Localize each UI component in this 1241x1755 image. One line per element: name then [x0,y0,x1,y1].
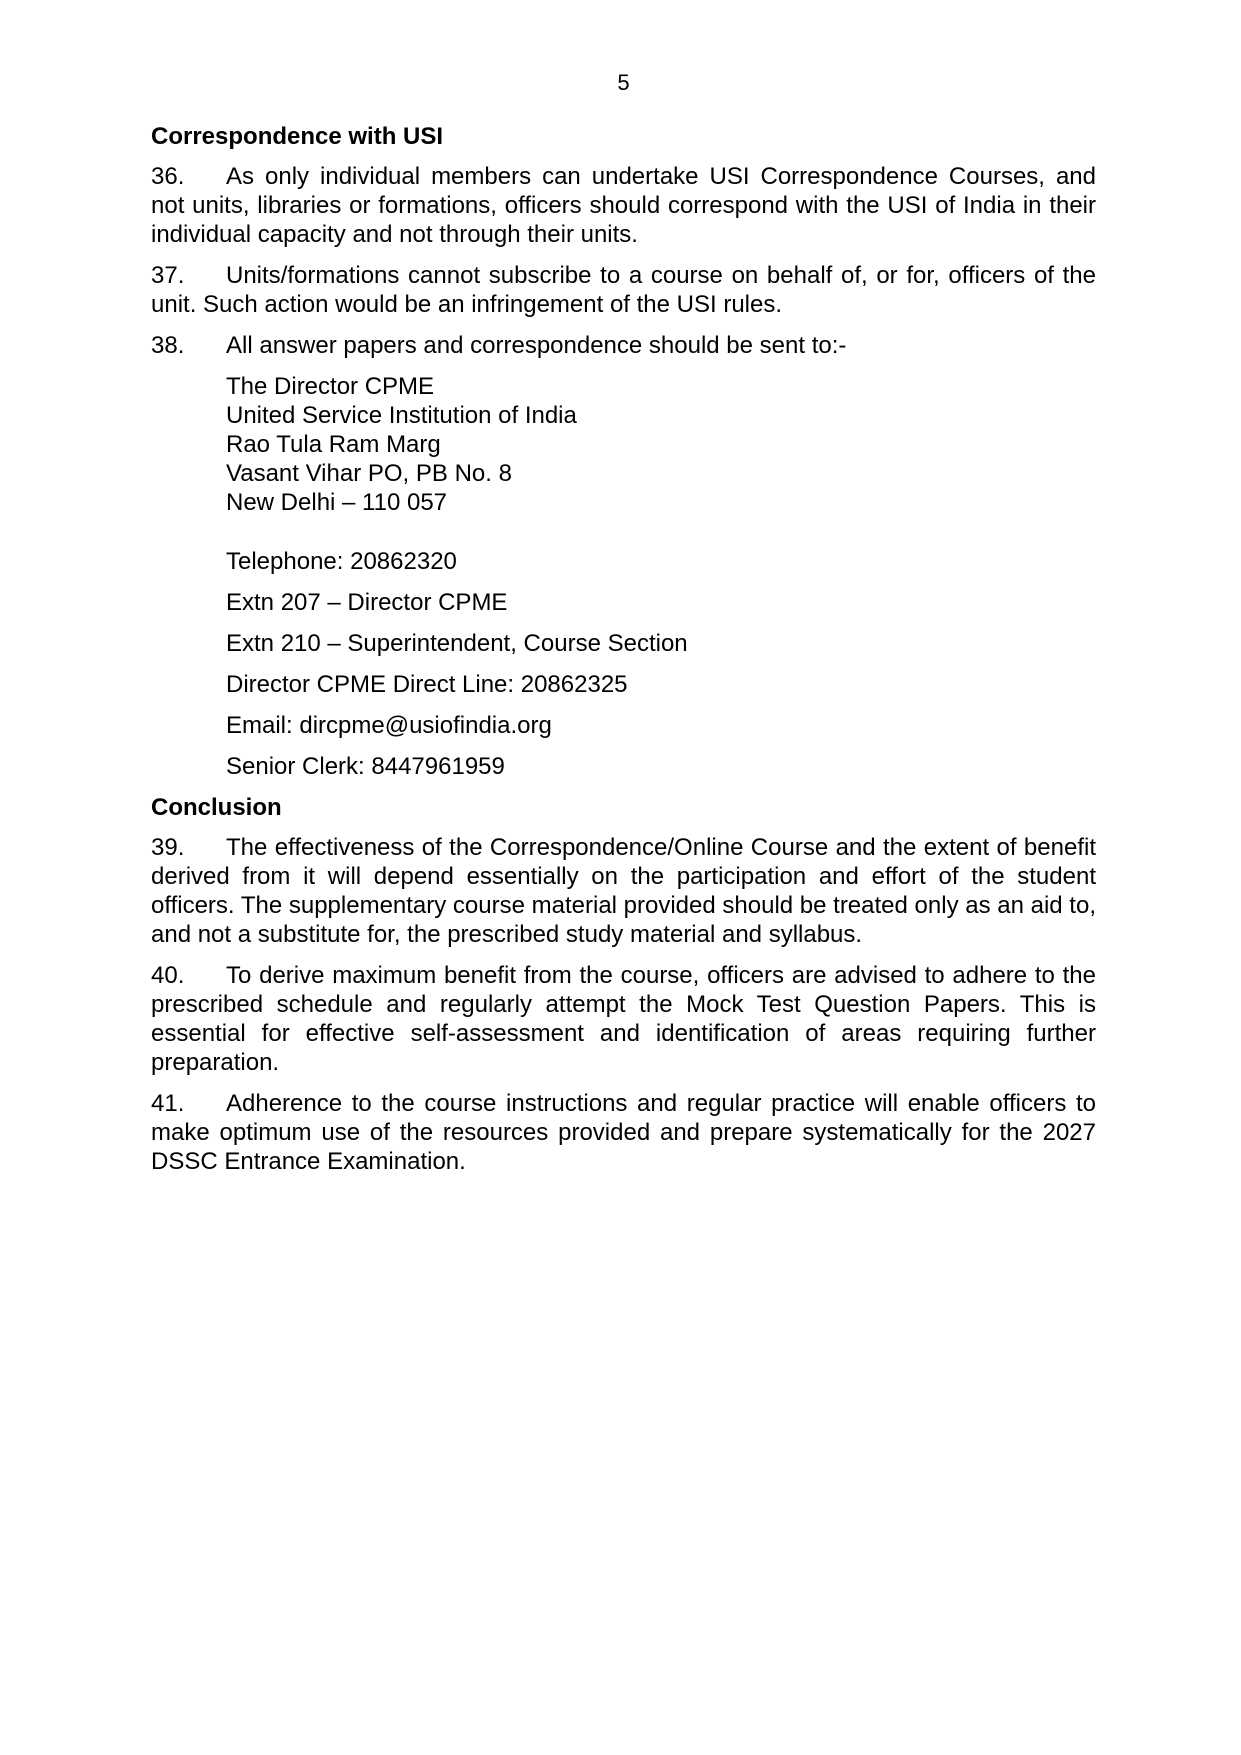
mailing-address [226,372,1096,517]
paragraph-number: 41. [151,1090,185,1117]
section-heading-conclusion: Conclusion [151,794,282,821]
contact-details [226,547,1096,781]
paragraph-number: 36. [151,163,185,190]
paragraph-40 [151,961,1096,1077]
address-line: Rao Tula Ram Marg [226,431,441,458]
document-page [151,70,1096,1188]
contact-extn-superintendent: Extn 210 – Superintendent, Course Section [226,630,688,657]
section-heading-correspondence: Correspondence with USI [151,123,444,150]
contact-email: Email: dircpme@usiofindia.org [226,712,552,739]
contact-extn-director: Extn 207 – Director CPME [226,589,508,616]
paragraph-38 [151,331,1096,360]
paragraph-number: 37. [151,262,185,289]
paragraph-37 [151,261,1096,319]
paragraph-text: To derive maximum benefit from the course, officers are advised to adhere to the prescribed schedule and regularly attempt the Mock Test Question Papers. This is essential for effective self-assessment and identification of areas requiring further preparation. [151,962,1096,1076]
paragraph-text: Units/formations cannot subscribe to a course on behalf of, or for, officers of the unit. Such action would be an infringement of the USI rules. [151,262,1096,318]
paragraph-text: The effectiveness of the Correspondence/Online Course and the extent of benefit derived from it will depend essentially on the participation and effort of the student officers. The supplementary course material provided should be treated only as an aid to, and not a substitute for, the prescribed study material and syllabus. [151,834,1096,948]
contact-telephone: Telephone: 20862320 [226,548,457,575]
paragraph-number: 38. [151,332,185,359]
address-line: The Director CPME [226,373,435,400]
paragraph-39 [151,833,1096,949]
paragraph-41 [151,1089,1096,1176]
paragraph-number: 39. [151,834,185,861]
paragraph-number: 40. [151,962,185,989]
paragraph-text: All answer papers and correspondence should be sent to:- [226,332,847,359]
address-line: United Service Institution of India [226,402,577,429]
paragraph-text: Adherence to the course instructions and regular practice will enable officers to make optimum use of the resources provided and prepare systematically for the 2027 DSSC Entrance Examination. [151,1090,1096,1175]
address-line: New Delhi – 110 057 [226,489,448,516]
paragraph-text: As only individual members can undertake USI Correspondence Courses, and not units, libraries or formations, officers should correspond with the USI of India in their individual capacity and not through their units. [151,163,1096,248]
contact-senior-clerk: Senior Clerk: 8447961959 [226,753,505,780]
address-line: Vasant Vihar PO, PB No. 8 [226,460,512,487]
contact-direct-line: Director CPME Direct Line: 20862325 [226,671,628,698]
page-number: 5 [617,70,630,95]
paragraph-36 [151,162,1096,249]
